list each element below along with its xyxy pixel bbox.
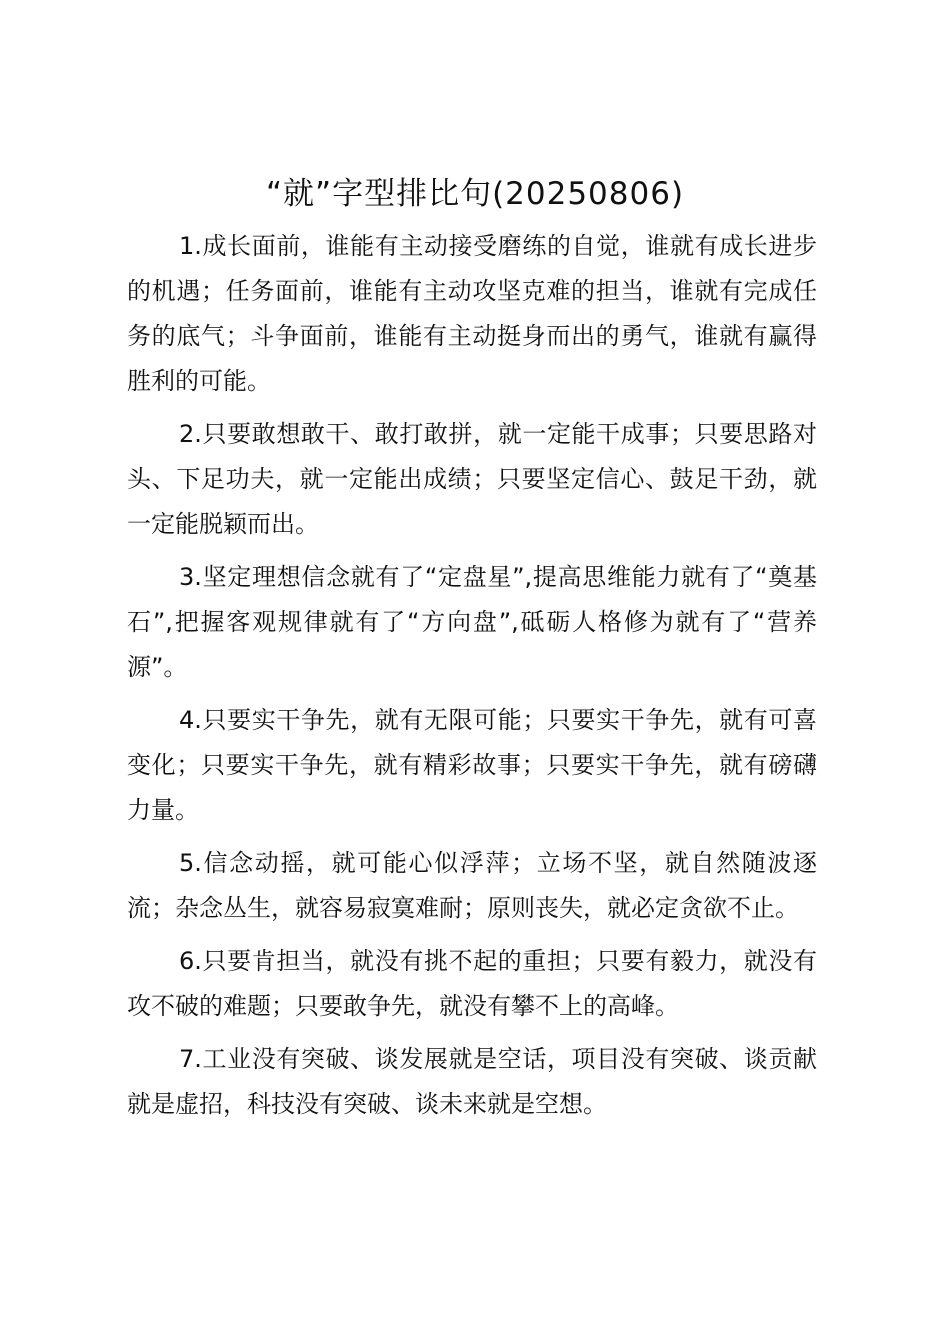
paragraph-5: 5.信念动摇，就可能心似浮萍；立场不坚，就自然随波逐流；杂念丛生，就容易寂寞难耐；原则丧失，就必定贪欲不止。 bbox=[127, 849, 817, 922]
paragraph-3: 3.坚定理想信念就有了“定盘星”,提高思维能力就有了“奠基石”,把握客观规律就有了“方向盘”,砥砺人格修为就有了“营养源”。 bbox=[127, 563, 817, 681]
paragraph-2: 2.只要敢想敢干、敢打敢拼，就一定能干成事；只要思路对头、下足功夫，就一定能出成绩；只要坚定信心、鼓足干劲，就一定能脱颖而出。 bbox=[127, 420, 817, 538]
paragraph-6: 6.只要肯担当，就没有挑不起的重担；只要有毅力，就没有攻不破的难题；只要敢争先，就没有攀不上的高峰。 bbox=[127, 947, 817, 1020]
paragraph-4: 4.只要实干争先，就有无限可能；只要实干争先，就有可喜变化；只要实干争先，就有精彩故事；只要实干争先，就有磅礴力量。 bbox=[127, 706, 817, 824]
paragraph-7: 7.工业没有突破、谈发展就是空话，项目没有突破、谈贡献就是虚招，科技没有突破、谈未来就是空想。 bbox=[127, 1045, 817, 1118]
paragraph-1: 1.成长面前，谁能有主动接受磨练的自觉，谁就有成长进步的机遇；任务面前，谁能有主动攻坚克难的担当，谁就有完成任务的底气；斗争面前，谁能有主动挺身而出的勇气，谁就有赢得胜利的可能。 bbox=[127, 232, 817, 395]
document-title: “就”字型排比句(20250806) bbox=[265, 176, 685, 212]
document-body bbox=[127, 224, 817, 1135]
